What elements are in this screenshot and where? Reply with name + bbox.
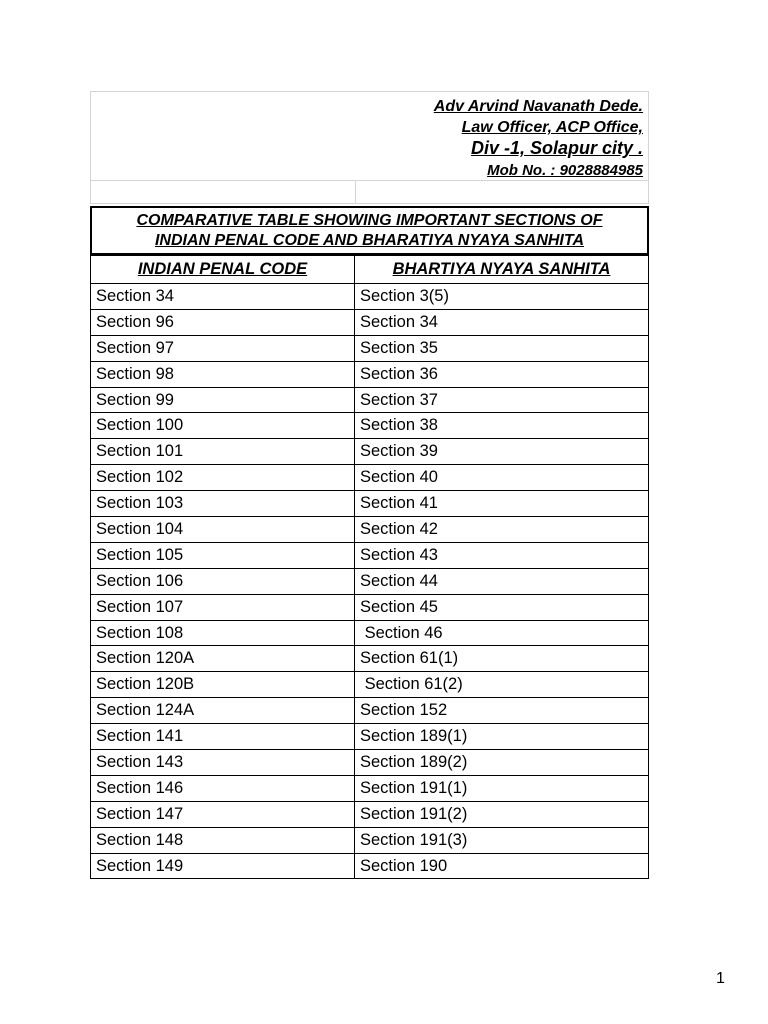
table-row: [91, 517, 649, 543]
ipc-section-cell: Section 108: [91, 620, 355, 646]
bns-section-cell: Section 35: [355, 335, 649, 361]
ipc-section-cell: Section 148: [91, 827, 355, 853]
bns-section-cell: Section 3(5): [355, 284, 649, 310]
ipc-section-cell: Section 100: [91, 413, 355, 439]
table-row: [91, 335, 649, 361]
bns-section-cell: Section 46: [355, 620, 649, 646]
table-row: [91, 465, 649, 491]
table-row: [91, 361, 649, 387]
mobile-number: Mob No. : 9028884985: [487, 162, 643, 179]
bns-section-cell: Section 191(3): [355, 827, 649, 853]
ipc-section-cell: Section 120A: [91, 646, 355, 672]
column-header-ipc: INDIAN PENAL CODE: [91, 256, 355, 284]
blank-spacer-row: [90, 180, 649, 204]
bns-section-cell: Section 189(1): [355, 724, 649, 750]
table-row: [91, 775, 649, 801]
bns-section-cell: Section 152: [355, 698, 649, 724]
bns-section-cell: Section 37: [355, 387, 649, 413]
column-header-row: [91, 256, 649, 284]
table-row: [91, 594, 649, 620]
table-row: [91, 542, 649, 568]
bns-section-cell: Section 34: [355, 309, 649, 335]
bns-section-cell: Section 42: [355, 517, 649, 543]
table-row: [91, 620, 649, 646]
ipc-section-cell: Section 143: [91, 750, 355, 776]
letterhead: [90, 91, 649, 180]
ipc-section-cell: Section 149: [91, 853, 355, 879]
bns-section-cell: Section 38: [355, 413, 649, 439]
bns-section-cell: Section 189(2): [355, 750, 649, 776]
title-line-1: COMPARATIVE TABLE SHOWING IMPORTANT SECTIONS OF: [136, 211, 603, 229]
bns-section-cell: Section 43: [355, 542, 649, 568]
ipc-section-cell: Section 102: [91, 465, 355, 491]
table-row: [91, 853, 649, 879]
table-row: [91, 387, 649, 413]
ipc-section-cell: Section 107: [91, 594, 355, 620]
table-row: [91, 491, 649, 517]
ipc-section-cell: Section 101: [91, 439, 355, 465]
table-row: [91, 568, 649, 594]
table-row: [91, 698, 649, 724]
table-row: [91, 724, 649, 750]
table-row: [91, 827, 649, 853]
bns-section-cell: Section 45: [355, 594, 649, 620]
bns-section-cell: Section 190: [355, 853, 649, 879]
table-row: [91, 413, 649, 439]
ipc-section-cell: Section 106: [91, 568, 355, 594]
ipc-section-cell: Section 99: [91, 387, 355, 413]
ipc-section-cell: Section 147: [91, 801, 355, 827]
bns-section-cell: Section 61(1): [355, 646, 649, 672]
bns-section-cell: Section 39: [355, 439, 649, 465]
table-row: [91, 439, 649, 465]
table-title: [90, 206, 649, 255]
table-row: [91, 801, 649, 827]
table-row: [91, 646, 649, 672]
advocate-name: Adv Arvind Navanath Dede.: [433, 98, 643, 115]
ipc-section-cell: Section 98: [91, 361, 355, 387]
bns-section-cell: Section 44: [355, 568, 649, 594]
comparison-table: [90, 255, 649, 879]
ipc-section-cell: Section 34: [91, 284, 355, 310]
table-row: [91, 284, 649, 310]
table-row: [91, 750, 649, 776]
page-number: 1: [716, 970, 725, 987]
table-row: [91, 309, 649, 335]
column-header-bns: BHARTIYA NYAYA SANHITA: [355, 256, 649, 284]
designation: Law Officer, ACP Office,: [461, 119, 643, 136]
ipc-section-cell: Section 103: [91, 491, 355, 517]
bns-section-cell: Section 36: [355, 361, 649, 387]
document-sheet: [90, 91, 649, 879]
ipc-section-cell: Section 104: [91, 517, 355, 543]
bns-section-cell: Section 61(2): [355, 672, 649, 698]
ipc-section-cell: Section 96: [91, 309, 355, 335]
bns-section-cell: Section 40: [355, 465, 649, 491]
ipc-section-cell: Section 120B: [91, 672, 355, 698]
ipc-section-cell: Section 141: [91, 724, 355, 750]
bns-section-cell: Section 191(1): [355, 775, 649, 801]
division-city: Div -1, Solapur city .: [470, 138, 643, 158]
ipc-section-cell: Section 146: [91, 775, 355, 801]
title-line-2: INDIAN PENAL CODE AND BHARATIYA NYAYA SANHITA: [154, 231, 585, 249]
table-row: [91, 672, 649, 698]
ipc-section-cell: Section 124A: [91, 698, 355, 724]
bns-section-cell: Section 191(2): [355, 801, 649, 827]
bns-section-cell: Section 41: [355, 491, 649, 517]
ipc-section-cell: Section 105: [91, 542, 355, 568]
ipc-section-cell: Section 97: [91, 335, 355, 361]
